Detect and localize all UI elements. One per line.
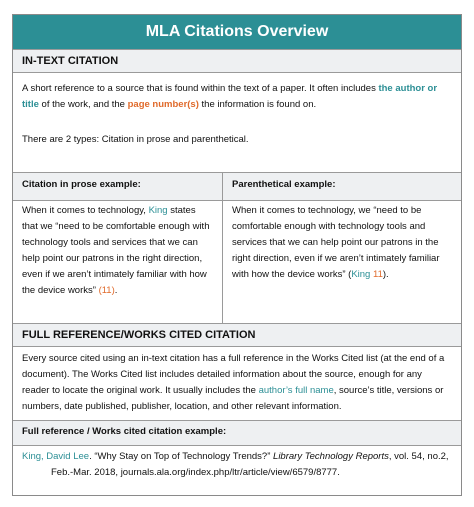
page-title: MLA Citations Overview [13,15,461,49]
divider [13,445,461,446]
paren-text-a: When it comes to technology, we “need to be comfortable enough with technology tools and services that we can help point our patrons in the right direction, even if we aren’t intimately familiar with how the device works” ( [232,205,440,280]
divider [13,200,461,201]
works-cited-example-heading: Full reference / Works cited citation example: [22,426,227,437]
parenthetical-heading: Parenthetical example: [232,179,336,190]
authors-full-name-highlight: author’s full name [258,385,334,396]
full-text-b: , source’s title, versions or numbers, date published, publisher, location, and other relevant information. [22,385,444,412]
reference-text-a: . “Why Stay on Top of Technology Trends?” [89,451,274,462]
intext-text-c: the information is found on. [198,99,317,110]
paren-page: 11 [372,269,383,280]
prose-text-b: states that we “need to be comfortable enough with technology tools and services that we can help point our patrons in the right direction, even if we aren’t intimately familiar with how the device works” [22,205,210,296]
prose-text-a: When it comes to technology, [22,205,149,216]
citation-overview-sheet [12,14,462,496]
author-or-title-highlight: the author or title [22,83,438,110]
works-cited-entry [13,449,461,481]
full-text-a: Every source cited using an in-text citation has a full reference in the Works Cited list (at the end of a document). The Works Cited list includes detailed information about the source, enough for any reader to locate the original work. It usually includes the [22,353,445,396]
full-reference-heading [13,323,461,347]
prose-author: King [148,205,168,216]
reference-text-b: , vol. 54, no.2, Feb.-Mar. 2018, journals.ala.org/index.php/ltr/article/view/6579/8777. [51,451,449,478]
intext-heading-text: IN-TEXT CITATION [22,55,119,67]
full-reference-heading-text: FULL REFERENCE/WORKS CITED CITATION [22,329,256,341]
full-reference-description [13,351,461,415]
paren-text-c: ). [382,269,389,280]
prose-example [13,203,222,299]
page-numbers-highlight: page number(s) [127,99,199,110]
intext-heading [13,49,461,73]
intext-text-b: of the work, and the [38,99,128,110]
intext-types-note: There are 2 types: Citation in prose and parenthetical. [22,134,249,145]
prose-page: (11) [98,285,115,296]
prose-heading: Citation in prose example: [22,179,141,190]
paren-author: King [351,269,371,280]
reference-author: King, David Lee [22,451,90,462]
reference-journal: Library Technology Reports [273,451,389,462]
intext-description [13,81,461,113]
parenthetical-example [223,203,461,283]
prose-text-c: . [114,285,118,296]
intext-text-a: A short reference to a source that is found within the text of a paper. It often includes [22,83,379,94]
